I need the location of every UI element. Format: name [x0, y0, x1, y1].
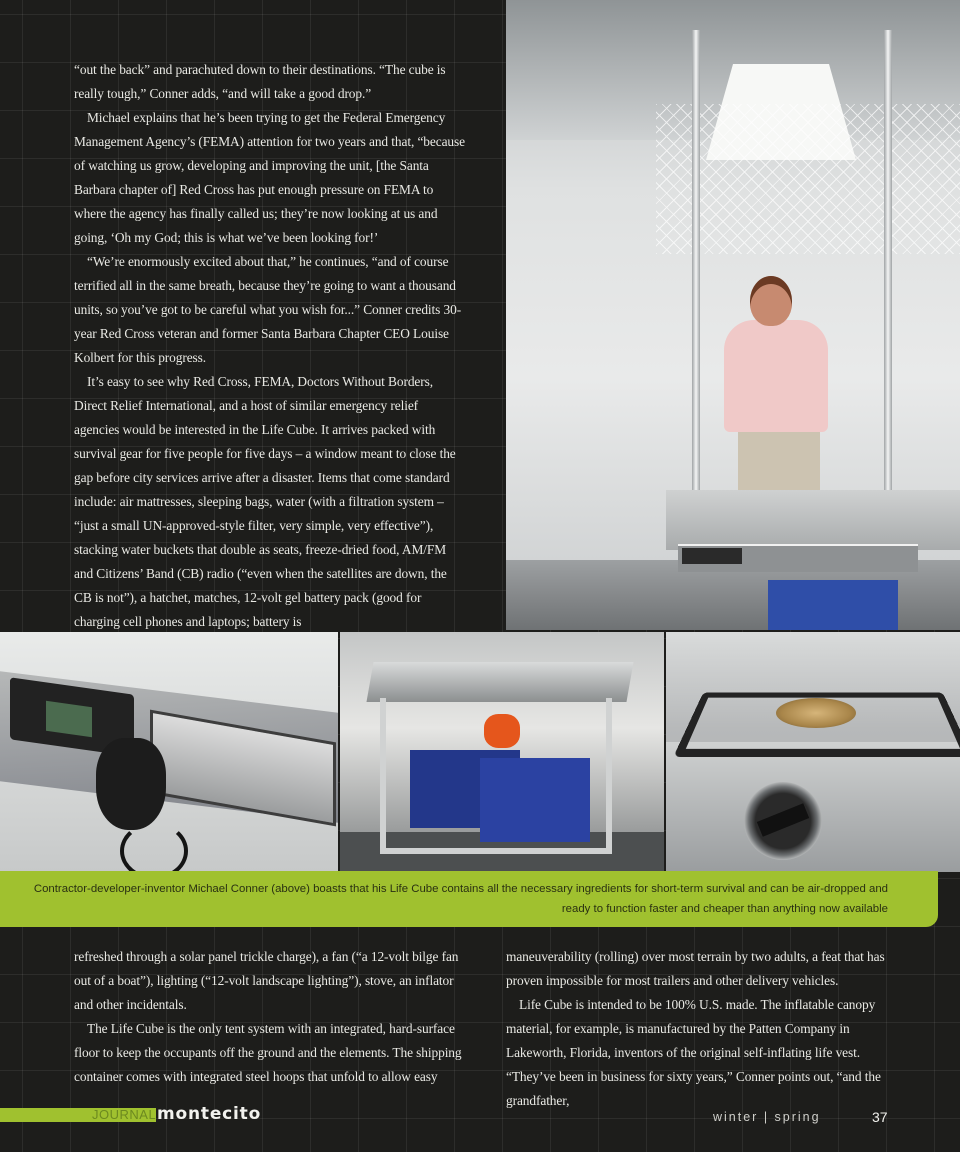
- counter-shape: [666, 490, 960, 550]
- article-body-top: [74, 58, 466, 634]
- radio-shape: [682, 548, 742, 564]
- footer-journal-label: JOURNAL: [92, 1107, 157, 1122]
- caption-bar: [0, 871, 938, 927]
- photo-michael-conner-life-cube: [506, 0, 960, 630]
- photo-cb-radio: [0, 632, 338, 872]
- article-paragraph: Life Cube is intended to be 100% U.S. made. The inflatable canopy material, for example, is manufactured by the Patten Company in Lakeworth, Florida, inventors of the original self-inflating life vest. “They’ve been in business for sixty years,” Conner points out, “and the grandfather,: [506, 997, 881, 1108]
- photo-storage-bins: [340, 632, 664, 872]
- photo-stove: [666, 632, 960, 872]
- footer-issue-label: winter | spring: [713, 1110, 821, 1124]
- article-paragraph: The Life Cube is the only tent system with an integrated, hard-surface floor to keep the occupants off the ground and the elements. The shipping container comes with integrated steel hoops that unfold to allow easy: [74, 1021, 462, 1084]
- page-number: 37: [872, 1109, 888, 1125]
- burner-shape: [776, 698, 856, 728]
- photo-caption: Contractor-developer-inventor Michael Conner (above) boasts that his Life Cube contains all the necessary ingredients for short-term survival and can be air-dropped and ready to function faster and cheaper than anything now available: [33, 883, 888, 915]
- article-paragraph: It’s easy to see why Red Cross, FEMA, Doctors Without Borders, Direct Relief International, and a host of similar emergency relief agencies would be interested in the Life Cube. It arrives packed with survival gear for five people for five days – a window meant to close the gap before city services arrive after a disaster. Items that come standard include: air mattresses, sleeping bags, water (with a filtration system – “just a small UN-approved-style filter, very simple, very effective”), stacking water buckets that double as seats, freeze-dried food, AM/FM and Citizens’ Band (CB) radio (“even when the satellites are down, the CB is not”), a hatchet, matches, 12-volt gel battery pack (good for charging cell phones and laptops; battery is: [74, 374, 456, 629]
- article-column-right: [506, 945, 894, 1113]
- mic-cord-shape: [120, 822, 188, 872]
- article-paragraph: “out the back” and parachuted down to their destinations. “The cube is really tough,” Conner adds, “and will take a good drop.”: [74, 62, 446, 101]
- article-column-left: [74, 945, 466, 1089]
- article-paragraph: Michael explains that he’s been trying to get the Federal Emergency Management Agency’s (FEMA) attention for two years and that, “because of watching us grow, developing and improving the unit, [the Santa Barbara chapter of] Red Cross has put enough pressure on FEMA to where the agency has finally called us; they’re now looking at us and going, ‘Oh my God; this is what we’ve been looking for!’: [74, 110, 465, 245]
- counter-top-shape: [366, 662, 633, 702]
- cargo-net-shape: [656, 104, 960, 254]
- stereo-display-shape: [46, 701, 92, 737]
- article-paragraph: “We’re enormously excited about that,” he continues, “and of course terrified all in the same breath, because they’re going to want a thousand units, so you’ve got to be careful what you wish for...” Conner credits 30-year Red Cross veteran and former Santa Barbara Chapter CEO Louise Kolbert for this progress.: [74, 254, 462, 365]
- man-head-shape: [750, 276, 792, 326]
- storage-bin-shape: [480, 758, 590, 842]
- article-paragraph: maneuverability (rolling) over most terrain by two adults, a feat that has proven impossible for most trailers and other delivery vehicles.: [506, 949, 885, 988]
- footer-publication-name: montecito: [157, 1104, 262, 1124]
- article-paragraph: refreshed through a solar panel trickle charge), a fan (“a 12-volt bilge fan out of a boat”), lighting (“12-volt landscape lighting”), stove, an inflator and other incidentals.: [74, 949, 459, 1012]
- microphone-shape: [96, 738, 166, 830]
- storage-bin-shape: [768, 580, 898, 630]
- inflator-pump-shape: [484, 714, 520, 748]
- man-shirt-shape: [724, 320, 828, 432]
